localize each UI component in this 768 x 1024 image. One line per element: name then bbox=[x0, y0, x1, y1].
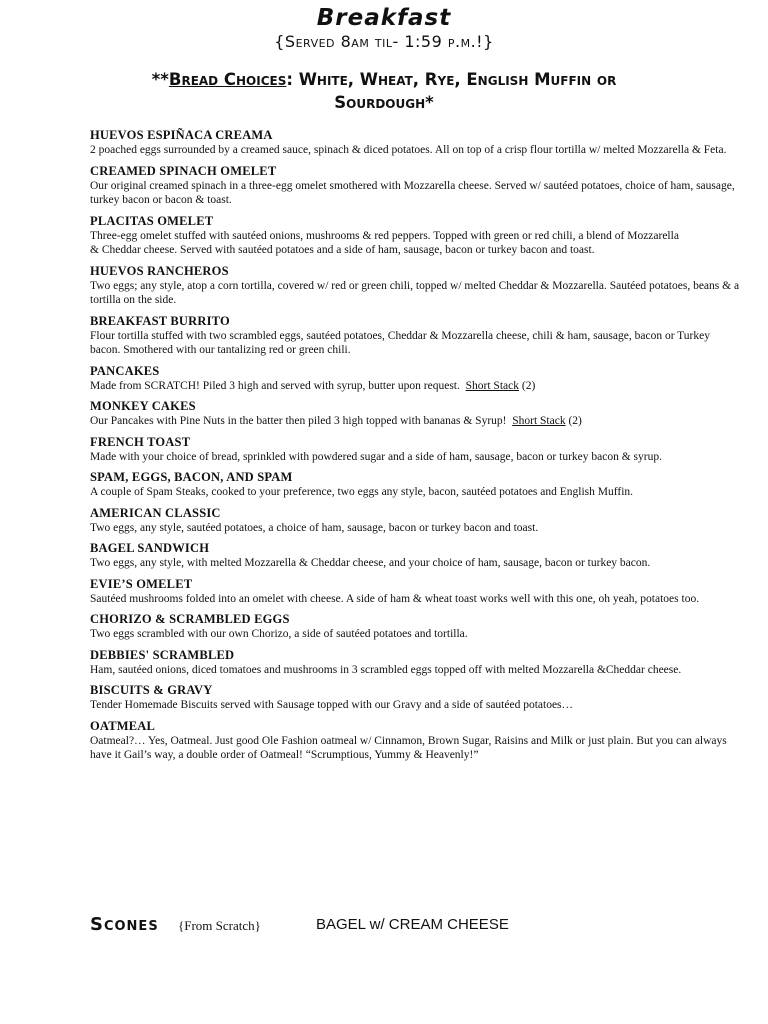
menu-item bbox=[90, 506, 740, 536]
item-description: Tender Homemade Biscuits served with Sausage topped with our Gravy and a side of sautéed potatoes… bbox=[90, 699, 574, 711]
item-description: Two eggs; any style, atop a corn tortilla, covered w/ red or green chili, topped w/ melted Cheddar & Mozzarella. Sautéed potatoes, beans & a tortilla on the side. bbox=[90, 279, 740, 306]
item-description-continued: & Cheddar cheese. Served with sautéed potatoes and a side of ham, sausage, bacon or turkey bacon and toast. bbox=[90, 244, 595, 256]
item-name: HUEVOS RANCHEROS bbox=[90, 263, 229, 278]
serving-hours: {Served 8am til- 1:59 p.m.!} bbox=[274, 32, 494, 51]
short-stack-link[interactable]: Short Stack bbox=[465, 379, 519, 392]
menu-item bbox=[90, 399, 740, 429]
bagel-heading: BAGEL w/ CREAM CHEESE bbox=[316, 916, 509, 933]
item-name: BISCUITS & GRAVY bbox=[90, 683, 213, 697]
item-name: FRENCH TOAST bbox=[90, 434, 191, 449]
item-description: A couple of Spam Steaks, cooked to your preference, two eggs any style, bacon, sautéed potatoes and English Muffin. bbox=[90, 486, 634, 498]
menu-item bbox=[90, 577, 740, 607]
menu-list bbox=[90, 128, 740, 769]
extras-row bbox=[90, 913, 740, 939]
item-description: Made with your choice of bread, sprinkled with powdered sugar and a side of ham, sausage, bacon or turkey bacon & syrup. bbox=[90, 450, 662, 463]
menu-item bbox=[90, 214, 740, 258]
item-description-text: Made from SCRATCH! Piled 3 high and served with syrup, butter upon request. bbox=[90, 379, 460, 392]
item-name: SPAM, EGGS, BACON, AND SPAM bbox=[90, 470, 293, 484]
item-description: Two eggs, any style, sautéed potatoes, a choice of ham, sausage, bacon or turkey bacon and toast. bbox=[90, 521, 539, 534]
item-name: PANCAKES bbox=[90, 363, 160, 378]
menu-item bbox=[90, 314, 740, 358]
menu-item bbox=[90, 164, 740, 208]
scones-note: {From Scratch} bbox=[178, 918, 261, 933]
menu-item bbox=[90, 264, 740, 308]
menu-item bbox=[90, 470, 740, 500]
short-stack-link[interactable]: Short Stack bbox=[512, 415, 566, 427]
item-description: 2 poached eggs surrounded by a creamed sauce, spinach & diced potatoes. All on top of a crisp flour tortilla w/ melted Mozzarella & Feta. bbox=[90, 144, 727, 156]
page-title: Breakfast bbox=[316, 5, 452, 31]
item-name: BAGEL SANDWICH bbox=[90, 541, 210, 555]
item-name: OATMEAL bbox=[90, 718, 156, 733]
item-name: DEBBIES' SCRAMBLED bbox=[90, 647, 235, 662]
menu-item bbox=[90, 541, 740, 571]
short-stack-count: (2) bbox=[521, 379, 536, 392]
item-name: CHORIZO & SCRAMBLED EGGS bbox=[90, 612, 290, 626]
bread-prefix: ** bbox=[151, 70, 169, 89]
menu-item bbox=[90, 648, 740, 678]
item-description bbox=[90, 414, 740, 429]
item-name: MONKEY CAKES bbox=[90, 399, 196, 413]
item-name: AMERICAN CLASSIC bbox=[90, 505, 221, 520]
item-name: PLACITAS OMELET bbox=[90, 213, 214, 228]
menu-item bbox=[90, 612, 740, 642]
item-description: Two eggs, any style, with melted Mozzarella & Cheddar cheese, and your choice of ham, sausage, bacon or turkey bacon. bbox=[90, 557, 651, 569]
item-description: Our original creamed spinach in a three-egg omelet smothered with Mozzarella cheese. Served w/ sautéed potatoes, choice of ham, sausage, turkey bacon or bacon & toast. bbox=[90, 179, 735, 206]
item-name: CREAMED SPINACH OMELET bbox=[90, 163, 277, 178]
bread-choices-label: Bread Choices bbox=[168, 70, 287, 89]
item-description bbox=[90, 379, 740, 394]
short-stack-count: (2) bbox=[568, 415, 582, 427]
item-description: Two eggs scrambled with our own Chorizo, a side of sautéed potatoes and tortilla. bbox=[90, 628, 468, 640]
menu-item bbox=[90, 683, 740, 713]
menu-item bbox=[90, 364, 740, 394]
item-description: Ham, sautéed onions, diced tomatoes and mushrooms in 3 scrambled eggs topped off with melted Mozzarella &Cheddar cheese. bbox=[90, 663, 682, 676]
item-name: EVIE’S OMELET bbox=[90, 576, 193, 591]
item-description-text: Our Pancakes with Pine Nuts in the batter then piled 3 high topped with bananas & Syrup! bbox=[90, 415, 507, 427]
menu-item bbox=[90, 719, 740, 763]
bread-choices-text: : White, Wheat, Rye, English Muffin or Sourdough* bbox=[286, 70, 617, 112]
item-description: Three-egg omelet stuffed with sautéed onions, mushrooms & red peppers. Topped with green or red chili, a blend of Mozzarella bbox=[90, 229, 679, 242]
item-description: Oatmeal?… Yes, Oatmeal. Just good Ole Fashion oatmeal w/ Cinnamon, Brown Sugar, Raisins and Milk or just plain. But you can always have it Gail’s way, a double order of Oatmeal! “Scrumptious, Yummy & Heavenly!” bbox=[90, 734, 727, 761]
menu-item bbox=[90, 435, 740, 465]
item-description: Flour tortilla stuffed with two scrambled eggs, sautéed potatoes, Cheddar & Mozzarella cheese, chili & ham, sausage, bacon or Turkey bacon. Smothered with our tantalizing red or green chili. bbox=[90, 329, 710, 356]
item-description: Sautéed mushrooms folded into an omelet with cheese. A side of ham & wheat toast works well with this one, oh yeah, potatoes too. bbox=[90, 592, 700, 605]
scones-heading: Scones bbox=[90, 914, 159, 935]
menu-item bbox=[90, 128, 740, 158]
bread-choices bbox=[100, 68, 668, 114]
item-name: HUEVOS ESPIÑACA CREAMA bbox=[90, 128, 273, 142]
item-name: BREAKFAST BURRITO bbox=[90, 313, 230, 328]
